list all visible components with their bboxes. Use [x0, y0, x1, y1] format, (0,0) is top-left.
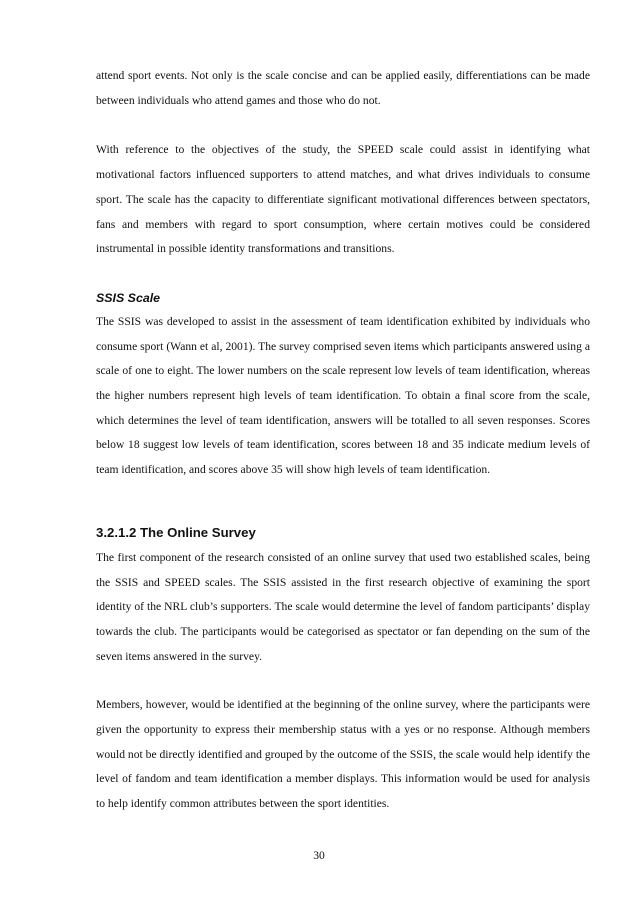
paragraph-online-survey: The first component of the research consisted of an online survey that used two established scales, being the SSIS and SPEED scales. The SSIS assisted in the first research objective of examining the sport identity of the NRL club’s supporters. The scale would determine the level of fandom participants’ display towards the club. The participants would be categorised as spectator or fan depending on the sum of the seven items answered in the survey.	[96, 550, 590, 663]
paragraph-speed-intro-continued: attend sport events. Not only is the scale concise and can be applied easily, differentiations can be made between individuals who attend games and those who do not.	[96, 69, 590, 107]
section-heading-online-survey: 3.2.1.2 The Online Survey	[96, 524, 256, 540]
paragraph-members: Members, however, would be identified at the beginning of the online survey, where the participants were given the opportunity to express their membership status with a yes or no response. Although members would not be directly identified and grouped by the outcome of the SSIS, the scale would help identify the level of fandom and team identification a member displays. This information would be used for analysis to help identify common attributes between the sport identities.	[96, 698, 590, 811]
ssis-scale-heading: SSIS Scale	[96, 290, 161, 305]
document-page	[96, 64, 590, 817]
page-number: 30	[313, 849, 325, 862]
paragraph-speed-objectives: With reference to the objectives of the study, the SPEED scale could assist in identifying what motivational factors influenced supporters to attend matches, and what drives individuals to consume sport. The scale has the capacity to differentiate significant motivational differences between spectators, fans and members with regard to sport consumption, where certain motives could be considered instrumental in possible identity transformations and transitions.	[96, 143, 590, 256]
paragraph-ssis-description: The SSIS was developed to assist in the assessment of team identification exhibited by individuals who consume sport (Wann et al, 2001). The survey comprised seven items which participants answered using a scale of one to eight. The lower numbers on the scale represent low levels of team identification, whereas the higher numbers represent high levels of team identification. To obtain a final score from the scale, which determines the level of team identification, answers will be totalled to all seven responses. Scores below 18 suggest low levels of team identification, scores between 18 and 35 indicate medium levels of team identification, and scores above 35 will show high levels of team identification.	[96, 314, 590, 477]
